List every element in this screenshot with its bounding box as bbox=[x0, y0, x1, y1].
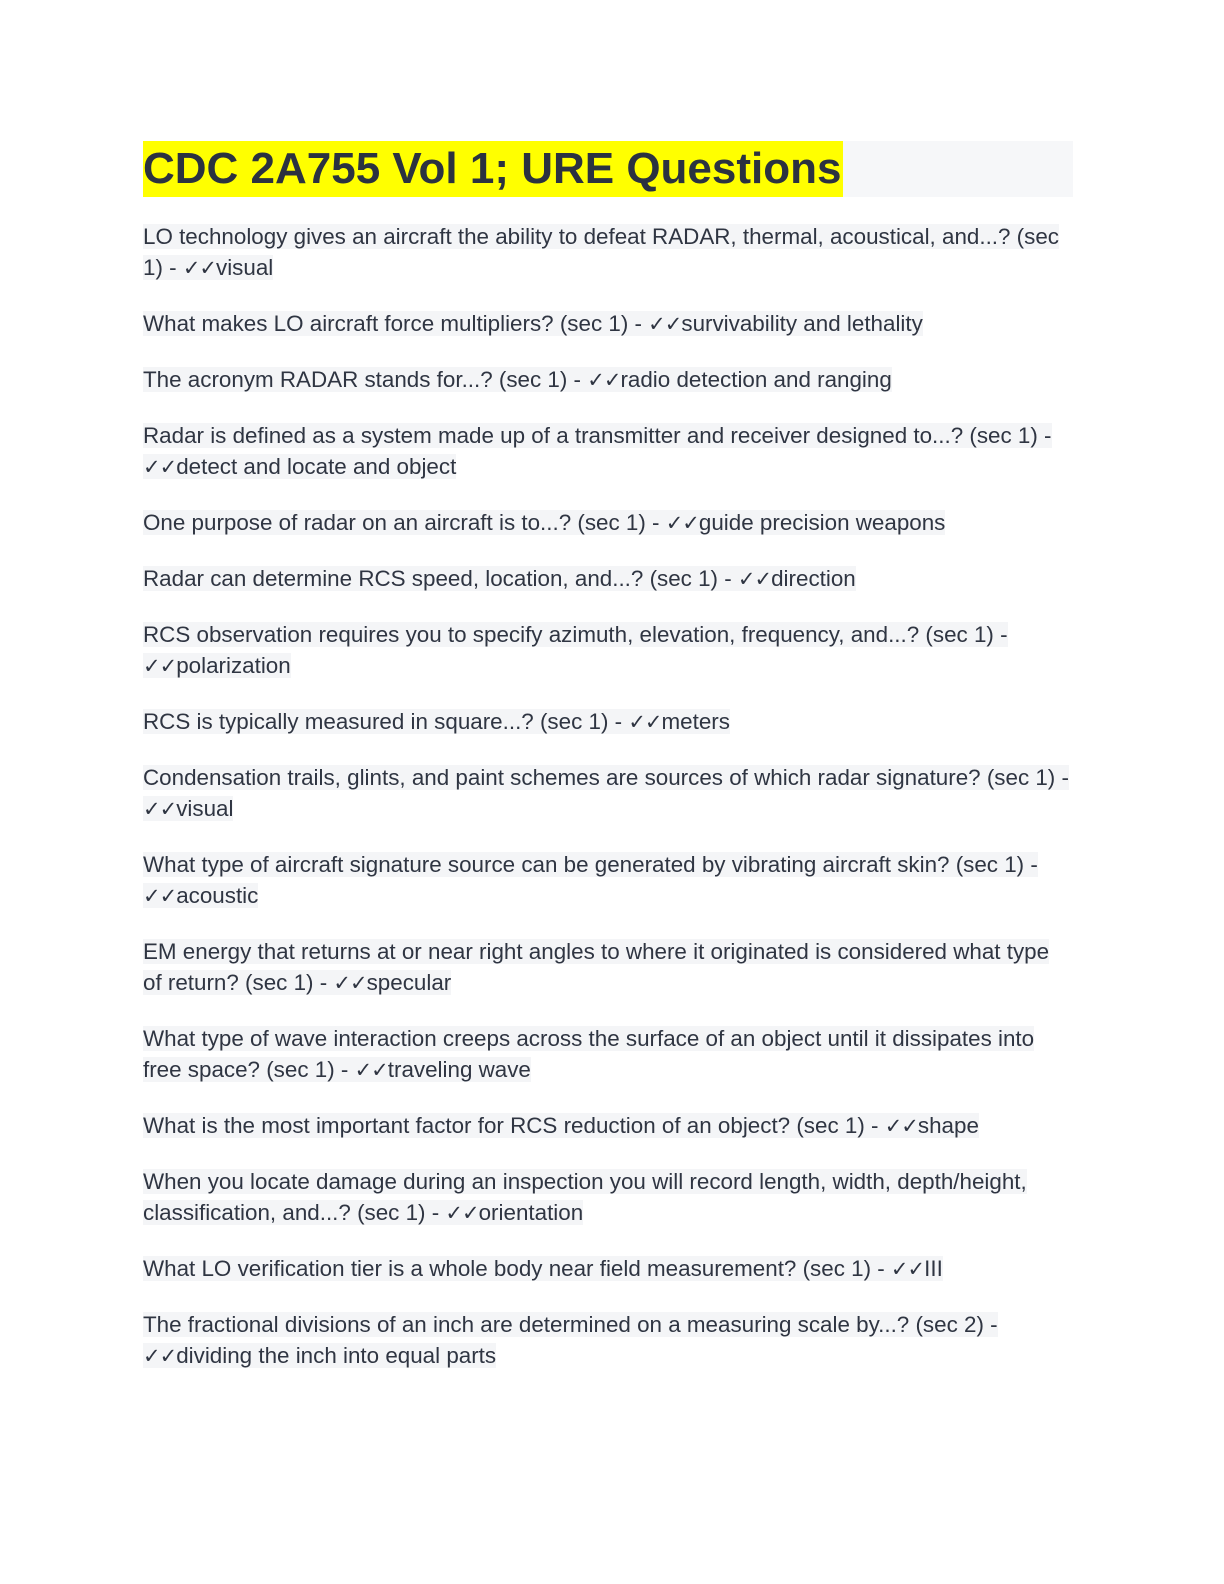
qa-question: The acronym RADAR stands for...? (sec 1) - bbox=[143, 367, 588, 392]
double-check-icon: ✓✓ bbox=[333, 971, 367, 995]
document-page bbox=[143, 141, 1073, 1396]
qa-question: Condensation trails, glints, and paint schemes are sources of which radar signature? (sec 1) - bbox=[143, 765, 1069, 790]
double-check-icon: ✓✓ bbox=[354, 1058, 388, 1082]
qa-item bbox=[143, 1023, 1073, 1086]
qa-answer: survivability and lethality bbox=[681, 311, 923, 336]
qa-item-line bbox=[143, 1312, 998, 1368]
qa-question: The fractional divisions of an inch are determined on a measuring scale by...? (sec 2) - bbox=[143, 1312, 998, 1337]
qa-item bbox=[143, 221, 1073, 284]
qa-item-line bbox=[143, 765, 1069, 821]
qa-answer: III bbox=[924, 1256, 943, 1281]
qa-question: What makes LO aircraft force multipliers? (sec 1) - bbox=[143, 311, 649, 336]
double-check-icon: ✓✓ bbox=[665, 511, 699, 535]
qa-question: RCS observation requires you to specify azimuth, elevation, frequency, and...? (sec 1) - bbox=[143, 622, 1008, 647]
qa-item-line bbox=[143, 622, 1008, 678]
double-check-icon: ✓✓ bbox=[890, 1257, 925, 1281]
double-check-icon: ✓✓ bbox=[628, 710, 662, 734]
qa-item-line bbox=[143, 939, 1049, 995]
qa-item-line bbox=[143, 367, 892, 392]
qa-answer: dividing the inch into equal parts bbox=[176, 1343, 497, 1368]
qa-item-line bbox=[143, 709, 730, 734]
qa-item-line bbox=[143, 1256, 943, 1281]
qa-question: What is the most important factor for RCS reduction of an object? (sec 1) - bbox=[143, 1113, 885, 1138]
qa-question: One purpose of radar on an aircraft is to...? (sec 1) - bbox=[143, 510, 666, 535]
qa-item bbox=[143, 308, 1073, 340]
qa-item bbox=[143, 507, 1073, 539]
qa-item-line bbox=[143, 510, 945, 535]
qa-item-line bbox=[143, 1169, 1027, 1225]
qa-item bbox=[143, 706, 1073, 738]
qa-question: Radar is defined as a system made up of a transmitter and receiver designed to...? (sec 1) - bbox=[143, 423, 1052, 448]
qa-answer: shape bbox=[917, 1113, 979, 1138]
qa-item bbox=[143, 1110, 1073, 1142]
qa-answer: visual bbox=[176, 796, 234, 821]
qa-answer: detect and locate and object bbox=[176, 454, 457, 479]
double-check-icon: ✓✓ bbox=[143, 797, 177, 821]
qa-question: Radar can determine RCS speed, location, and...? (sec 1) - bbox=[143, 566, 738, 591]
qa-item bbox=[143, 364, 1073, 396]
qa-item bbox=[143, 1166, 1073, 1229]
qa-question: What type of wave interaction creeps across the surface of an object until it dissipates into free space? (sec 1) - bbox=[143, 1026, 1035, 1082]
qa-answer: meters bbox=[661, 709, 730, 734]
double-check-icon: ✓✓ bbox=[445, 1201, 479, 1225]
qa-answer: direction bbox=[771, 566, 856, 591]
qa-answer: visual bbox=[216, 255, 274, 280]
qa-question: What type of aircraft signature source can be generated by vibrating aircraft skin? (sec 1) - bbox=[143, 852, 1038, 877]
qa-item-line bbox=[143, 423, 1052, 479]
double-check-icon: ✓✓ bbox=[587, 368, 621, 392]
qa-answer: specular bbox=[366, 970, 452, 995]
qa-answer: orientation bbox=[478, 1200, 584, 1225]
qa-item-line bbox=[143, 311, 923, 336]
double-check-icon: ✓✓ bbox=[143, 884, 177, 908]
qa-item bbox=[143, 936, 1073, 999]
qa-item bbox=[143, 762, 1073, 825]
double-check-icon: ✓✓ bbox=[737, 567, 772, 591]
double-check-icon: ✓✓ bbox=[143, 1344, 177, 1368]
qa-question: RCS is typically measured in square...? (sec 1) - bbox=[143, 709, 629, 734]
qa-item bbox=[143, 563, 1073, 595]
qa-answer: traveling wave bbox=[387, 1057, 531, 1082]
qa-question: What LO verification tier is a whole body near field measurement? (sec 1) - bbox=[143, 1256, 891, 1281]
qa-item bbox=[143, 1309, 1073, 1372]
double-check-icon: ✓✓ bbox=[143, 455, 177, 479]
qa-list bbox=[143, 221, 1073, 1372]
qa-item-line bbox=[143, 1113, 979, 1138]
qa-answer: acoustic bbox=[176, 883, 259, 908]
qa-question: EM energy that returns at or near right angles to where it originated is considered what type of return? (sec 1) - bbox=[143, 939, 1050, 995]
double-check-icon: ✓✓ bbox=[182, 256, 217, 280]
qa-item bbox=[143, 849, 1073, 912]
double-check-icon: ✓✓ bbox=[884, 1114, 918, 1138]
qa-item bbox=[143, 420, 1073, 483]
double-check-icon: ✓✓ bbox=[648, 312, 682, 336]
qa-answer: guide precision weapons bbox=[698, 510, 946, 535]
title-row bbox=[143, 141, 1073, 197]
qa-question: LO technology gives an aircraft the ability to defeat RADAR, thermal, acoustical, and...? (sec 1) - bbox=[143, 224, 1059, 280]
qa-answer: radio detection and ranging bbox=[620, 367, 892, 392]
qa-item-line bbox=[143, 1026, 1034, 1082]
qa-question: When you locate damage during an inspection you will record length, width, depth/height, classification, and...? (sec 1) - bbox=[143, 1169, 1027, 1225]
document-title: CDC 2A755 Vol 1; URE Questions bbox=[143, 141, 843, 197]
qa-item bbox=[143, 619, 1073, 682]
qa-item bbox=[143, 1253, 1073, 1285]
qa-item-line bbox=[143, 224, 1059, 280]
qa-item-line bbox=[143, 852, 1038, 908]
double-check-icon: ✓✓ bbox=[143, 654, 177, 678]
qa-answer: polarization bbox=[176, 653, 291, 678]
qa-item-line bbox=[143, 566, 856, 591]
